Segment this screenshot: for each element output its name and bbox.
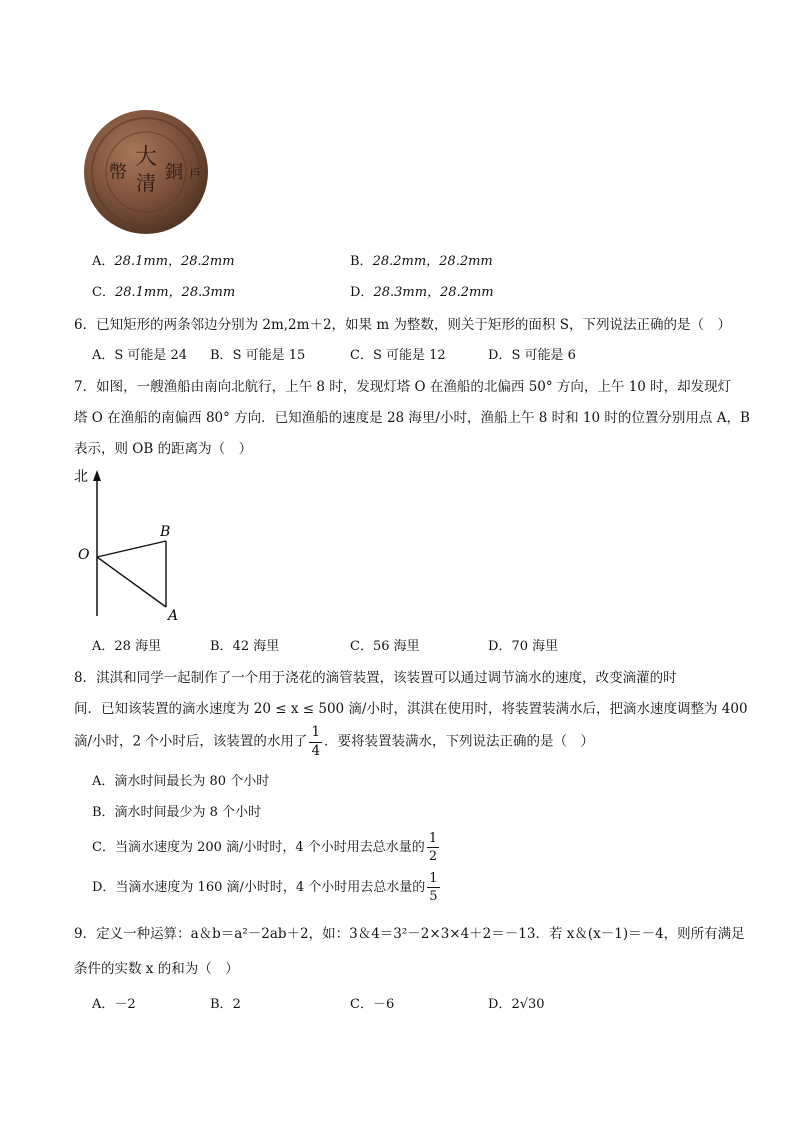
- q9-option-c: C．－6: [350, 997, 395, 1012]
- q9-line-1: 9．定义一种运算：a＆b＝a²－2ab＋2，如：3＆4＝3²－2×3×4＋2＝－13．若 x＆(x－1)＝－4，则所有满足: [74, 926, 745, 942]
- q7-option-d: D．70 海里: [488, 639, 559, 654]
- north-label: 北: [74, 469, 88, 485]
- q5-option-b: B．28.2mm，28.2mm: [350, 254, 493, 269]
- coin-char-da: 大: [134, 145, 158, 170]
- q7-line-2: 塔 O 在渔船的南偏西 80° 方向．已知渔船的速度是 28 海里/小时，渔船上午 8 时和 10 时的位置分别用点 A，B: [74, 410, 750, 426]
- q7-option-b: B．42 海里: [210, 639, 280, 654]
- point-b-label: B: [160, 524, 171, 540]
- q9-option-a: A．－2: [92, 997, 136, 1012]
- segment-ob: [97, 541, 166, 557]
- point-a-label: A: [168, 608, 179, 624]
- coin-char-tong: 銅: [165, 162, 183, 183]
- q8-option-d: D．当滴水速度为 160 滴/小时时，4 个小时用去总水量的 $\frac{1}{5}$: [92, 871, 438, 904]
- q9-line-2: 条件的实数 x 的和为（ ）: [74, 961, 239, 977]
- q5-option-d: D．28.3mm，28.2mm: [350, 285, 494, 300]
- q9-option-d: D．2√30: [488, 997, 545, 1012]
- q6-option-c: C．S 可能是 12: [350, 348, 446, 363]
- coin-image: [82, 108, 210, 236]
- q5-option-a: A．28.1mm，28.2mm: [92, 254, 235, 269]
- q8-line-1: 8．淇淇和同学一起制作了一个用于浇花的滴管装置，该装置可以通过调节滴水的速度，改变滴灌的时: [74, 670, 677, 686]
- coin-char-qing: 清: [136, 171, 156, 195]
- q8-line-2: 间．已知该装置的滴水速度为 20 ≤ x ≤ 500 滴/小时，淇淇在使用时，将装置装满水后，把滴水速度调整为 400: [74, 701, 748, 717]
- point-o-label: O: [78, 547, 90, 563]
- coin-char-bi: 幣: [109, 162, 127, 183]
- q6-option-d: D．S 可能是 6: [488, 348, 576, 363]
- q7-line-1: 7．如图，一艘渔船由南向北航行，上午 8 时，发现灯塔 O 在渔船的北偏西 50° 方向，上午 10 时，却发现灯: [74, 379, 732, 395]
- q8-line-3: 滴/小时，2 个小时后，该装置的水用了 $\frac{1}{4}$ ．要将装置装满水，下列说法正确的是（ ）: [74, 724, 595, 759]
- fraction-one-half: $\frac{1}{2}$: [428, 831, 438, 864]
- q6-option-a: A．S 可能是 24: [92, 348, 188, 363]
- q8-option-a: A．滴水时间最长为 80 个小时: [92, 774, 270, 789]
- q7-option-c: C．56 海里: [350, 639, 420, 654]
- fraction-one-quarter: $\frac{1}{4}$: [311, 724, 321, 759]
- q6-option-b: B．S 可能是 15: [210, 348, 306, 363]
- segment-oa: [97, 557, 166, 607]
- q7-figure: [70, 462, 200, 624]
- coin-char-hu: 戶: [188, 167, 202, 181]
- q7-option-a: A．28 海里: [92, 639, 162, 654]
- q6-stem: 6．已知矩形的两条邻边分别为 2m,2m＋2，如果 m 为整数，则关于矩形的面积 S，下列说法正确的是（ ）: [74, 317, 731, 333]
- q5-option-c: C．28.1mm，28.3mm: [92, 285, 236, 300]
- q8-option-c: C．当滴水速度为 200 滴/小时时，4 个小时用去总水量的 $\frac{1}{2}$: [92, 831, 438, 864]
- fraction-one-fifth: $\frac{1}{5}$: [429, 871, 438, 904]
- q8-option-b: B．滴水时间最少为 8 个小时: [92, 805, 262, 820]
- q9-option-b: B．2: [210, 997, 241, 1012]
- north-arrow-icon: [93, 470, 101, 481]
- q7-line-3: 表示，则 OB 的距离为（ ）: [74, 441, 253, 457]
